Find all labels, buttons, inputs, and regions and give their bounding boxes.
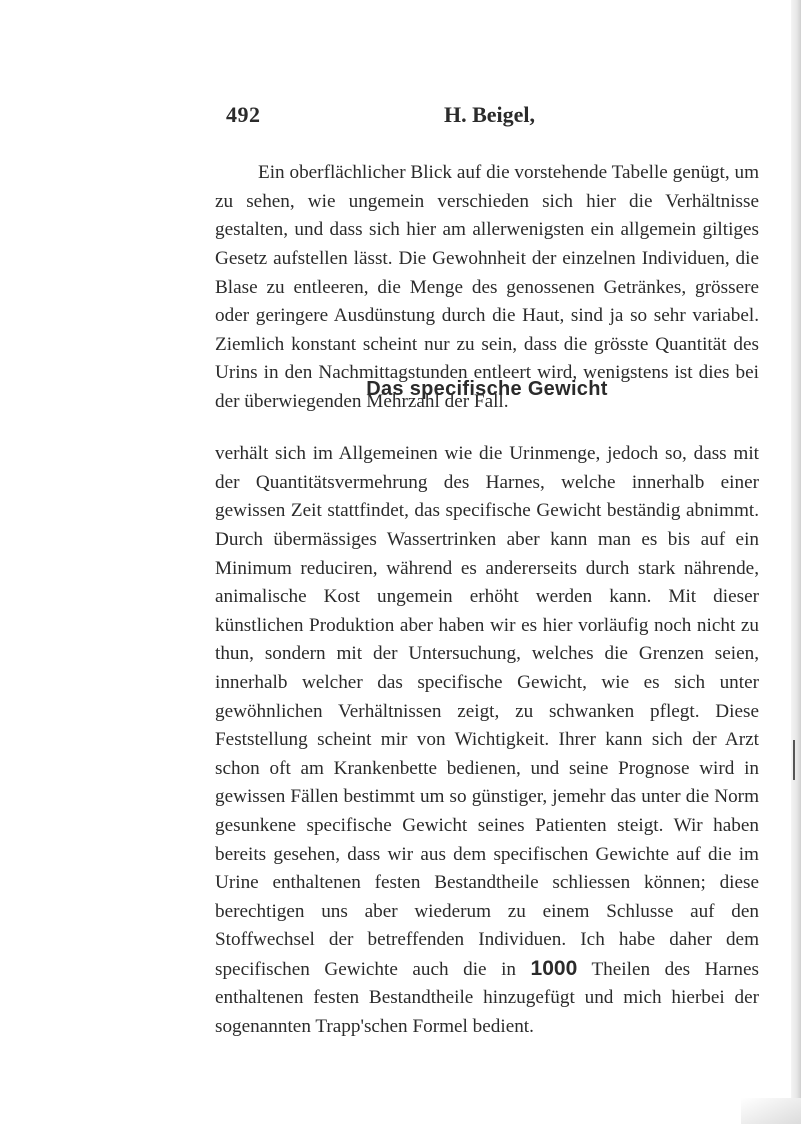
scan-page-edge xyxy=(791,0,801,1124)
page-number: 492 xyxy=(226,102,261,127)
paragraph-specific-gravity xyxy=(215,440,759,1041)
section-heading: Das specifische Gewicht xyxy=(366,378,608,400)
paragraph-text-before-number: verhält sich im Allgemeinen wie die Urinmenge, jedoch so, dass mit der Quantitätsvermehrung des Harnes, welche innerhalb einer gewissen Zeit stattfindet, das specifische Gewicht beständig abnimmt. Durch übermässiges Wassertrinken aber kann man es bis auf ein Minimum reduciren, während es andererseits durch stark nährende, animalische Kost ungemein erhöht werden kann. Mit dieser künstlichen Produktion aber haben wir es hier vorläufig noch nicht zu thun, sondern mit der Untersuchung, welches die Grenzen seien, innerhalb welcher das specifische Gewicht, wie es sich unter gewöhnlichen Verhältnissen zeigt, zu schwanken pflegt. Diese Feststellung scheint mir von Wichtigkeit. Ihrer kann sich der Arzt schon oft am Krankenbette bedienen, und seine Prognose wird in gewissen Fällen bestimmt um so günstiger, jemehr das unter die Norm gesunkene specifische Gewicht seines Patienten steigt. Wir haben bereits gesehen, dass wir aus dem specifischen Gewichte auf die im Urine enthaltenen festen Bestandtheile schliessen können; diese berechtigen uns aber wiederum zu einem Schlusse auf den Stoffwechsel der betreffenden Individuen. Ich habe daher dem specifischen Gewichte auch die in xyxy=(215,443,759,980)
emphasized-number: 1000 xyxy=(530,956,578,980)
paragraph-intro: Ein oberflächlicher Blick auf die vorstehende Tabelle genügt, um zu sehen, wie ungemein verschieden sich hier die Verhältnisse gestalten, und dass sich hier am allerwenigsten ein allgemein giltiges Gesetz aufstellen lässt. Die Gewohnheit der einzelnen Individuen, die Blase zu entleeren, die Menge des genossenen Getränkes, grössere oder geringere Ausdünstung durch die Haut, sind ja so sehr variabel. Ziemlich konstant scheint nur zu sein, dass die grösste Quantität des Urins in den Nachmittagstunden entleert wird, wenigstens ist dies bei der überwiegenden Mehrzahl der Fall. xyxy=(215,162,759,412)
running-head: H. Beigel, xyxy=(444,102,536,127)
paragraph-text-after-number: Theilen des Harnes enthaltenen festen Bestandtheile hinzugefügt und mich hierbei der sogenannten Trapp'schen Formel bedient. xyxy=(215,958,760,1038)
scan-corner-shadow xyxy=(741,1098,801,1124)
scan-edge-mark xyxy=(793,740,795,780)
